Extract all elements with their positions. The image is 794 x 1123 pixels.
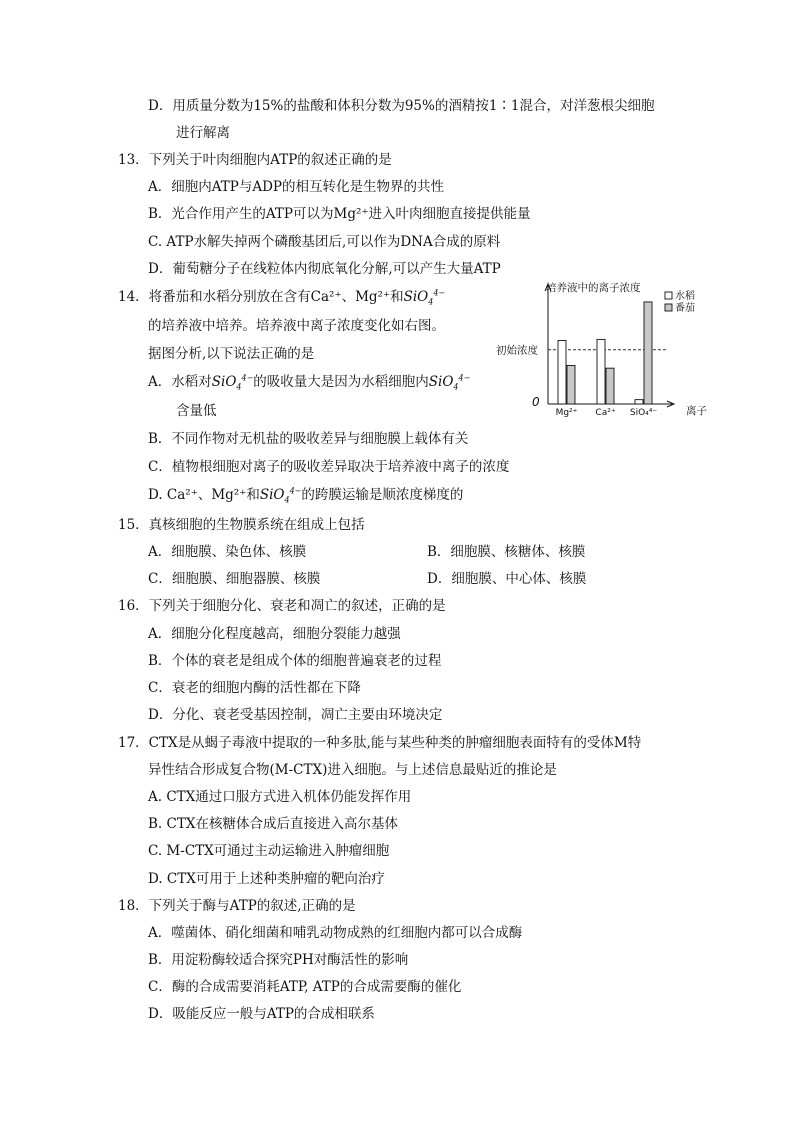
q12-option-d-line2: 进行解离 <box>176 125 230 141</box>
q14-option-a-line2: 含量低 <box>176 403 217 419</box>
q14-option-a-line1 <box>148 373 470 391</box>
q15-option-b: B．细胞膜、核糖体、核膜 <box>427 544 586 560</box>
silicate-formula: SiO$_4^{4-}$ <box>403 288 446 307</box>
origin-label: 0 <box>532 395 540 409</box>
q12-option-d-line1: D．用质量分数为15%的盐酸和体积分数为95%的酒精按1∶1混合，对洋葱根尖细胞 <box>148 98 655 114</box>
q16-option-b: B．个体的衰老是组成个体的细胞普遍衰老的过程 <box>148 653 442 669</box>
q17-option-d: D. CTX可用于上述种类肿瘤的靶向治疗 <box>148 871 385 887</box>
q15-option-a: A．细胞膜、染色体、核膜 <box>148 544 307 560</box>
q18-option-d: D．吸能反应一般与ATP的合成相联系 <box>148 1006 375 1022</box>
legend-swatch <box>665 304 672 311</box>
bar-rice-2 <box>635 400 643 404</box>
q18-option-a: A．噬菌体、硝化细菌和哺乳动物成熟的红细胞内都可以合成酶 <box>148 925 523 941</box>
silicate-formula: SiO$_4^{4-}$ <box>211 373 254 392</box>
legend-swatch <box>665 292 672 299</box>
q16-option-a: A．细胞分化程度越高，细胞分裂能力越强 <box>148 626 401 642</box>
q14-stem-line3: 据图分析,以下说法正确的是 <box>148 346 315 362</box>
q17-stem-line1: 17．CTX是从蝎子毒液中提取的一种多肽,能与某些种类的肿瘤细胞表面特有的受体M特 <box>118 735 642 751</box>
q13-option-d: D．葡萄糖分子在线粒体内彻底氧化分解,可以产生大量ATP <box>148 261 501 277</box>
q15-option-c: C．细胞膜、细胞器膜、核膜 <box>148 571 321 587</box>
q17-stem-line2: 异性结合形成复合物(M-CTX)进入细胞。与上述信息最贴近的推论是 <box>148 762 557 778</box>
silicate-formula: SiO$_4^{4-}$ <box>259 486 302 505</box>
bar-rice-1 <box>597 339 605 404</box>
q17-option-b: B. CTX在核糖体合成后直接进入高尔基体 <box>148 816 398 832</box>
q13-option-a: A．细胞内ATP与ADP的相互转化是生物界的共性 <box>148 179 445 195</box>
q17-option-a: A. CTX通过口服方式进入机体仍能发挥作用 <box>148 789 412 805</box>
q15-stem: 15．真核细胞的生物膜系统在组成上包括 <box>118 517 365 533</box>
x-axis-label: 离子 <box>686 405 707 417</box>
x-tick-label: Ca²⁺ <box>595 408 616 418</box>
q16-stem: 16．下列关于细胞分化、衰老和凋亡的叙述，正确的是 <box>118 598 446 614</box>
q14-option-d <box>148 486 463 504</box>
bar-tomato-0 <box>567 365 575 404</box>
y-axis-label: 培养液中的离子浓度 <box>546 282 641 294</box>
q13-option-b: B．光合作用产生的ATP可以为Mg²⁺进入叶肉细胞直接提供能量 <box>148 206 531 222</box>
q18-option-b: B．用淀粉酶较适合探究PH对酶活性的影响 <box>148 952 409 968</box>
q14-option-b: B．不同作物对无机盐的吸收差异与细胞膜上载体有关 <box>148 431 469 447</box>
bar-rice-0 <box>558 340 566 404</box>
q18-option-c: C．酶的合成需要消耗ATP, ATP的合成需要酶的催化 <box>148 979 462 995</box>
q15-option-d: D．细胞膜、中心体、核膜 <box>427 571 587 587</box>
q14-option-a-mid: 的吸收量大是因为水稻细胞内 <box>253 374 429 390</box>
q14-option-d-prefix: D. Ca²⁺、Mg²⁺和 <box>148 487 260 503</box>
q17-option-c: C. M-CTX可通过主动运输进入肿瘤细胞 <box>148 843 390 859</box>
ion-concentration-chart <box>496 278 718 420</box>
legend-label: 水稻 <box>675 291 695 302</box>
q16-option-d: D．分化、衰老受基因控制，凋亡主要由环境决定 <box>148 707 443 723</box>
legend-label: 番茄 <box>675 303 695 314</box>
q16-option-c: C．衰老的细胞内酶的活性都在下降 <box>148 680 361 696</box>
q14-stem-prefix: 14．将番茄和水稻分别放在含有Ca²⁺、Mg²⁺和 <box>118 289 404 305</box>
q14-option-d-suffix: 的跨膜运输是顺浓度梯度的 <box>301 487 464 503</box>
q13-option-c: C. ATP水解失掉两个磷酸基团后,可以作为DNA合成的原料 <box>148 234 501 250</box>
silicate-formula: SiO$_4^{4-}$ <box>428 373 471 392</box>
q13-stem: 13．下列关于叶肉细胞内ATP的叙述正确的是 <box>118 152 392 168</box>
bar-tomato-2 <box>644 302 652 404</box>
q14-option-a-prefix: A．水稻对 <box>148 374 212 390</box>
q14-stem-line1 <box>118 288 445 306</box>
x-tick-label: Mg²⁺ <box>555 408 578 418</box>
q14-stem-line2: 的培养液中培养。培养液中离子浓度变化如右图。 <box>148 318 445 334</box>
q14-option-c: C．植物根细胞对离子的吸收差异取决于培养液中离子的浓度 <box>148 459 510 475</box>
bar-tomato-1 <box>606 368 614 404</box>
initial-concentration-label: 初始浓度 <box>496 344 538 357</box>
x-tick-label: SiO₄⁴⁻ <box>629 408 658 418</box>
q18-stem: 18．下列关于酶与ATP的叙述,正确的是 <box>118 898 356 914</box>
